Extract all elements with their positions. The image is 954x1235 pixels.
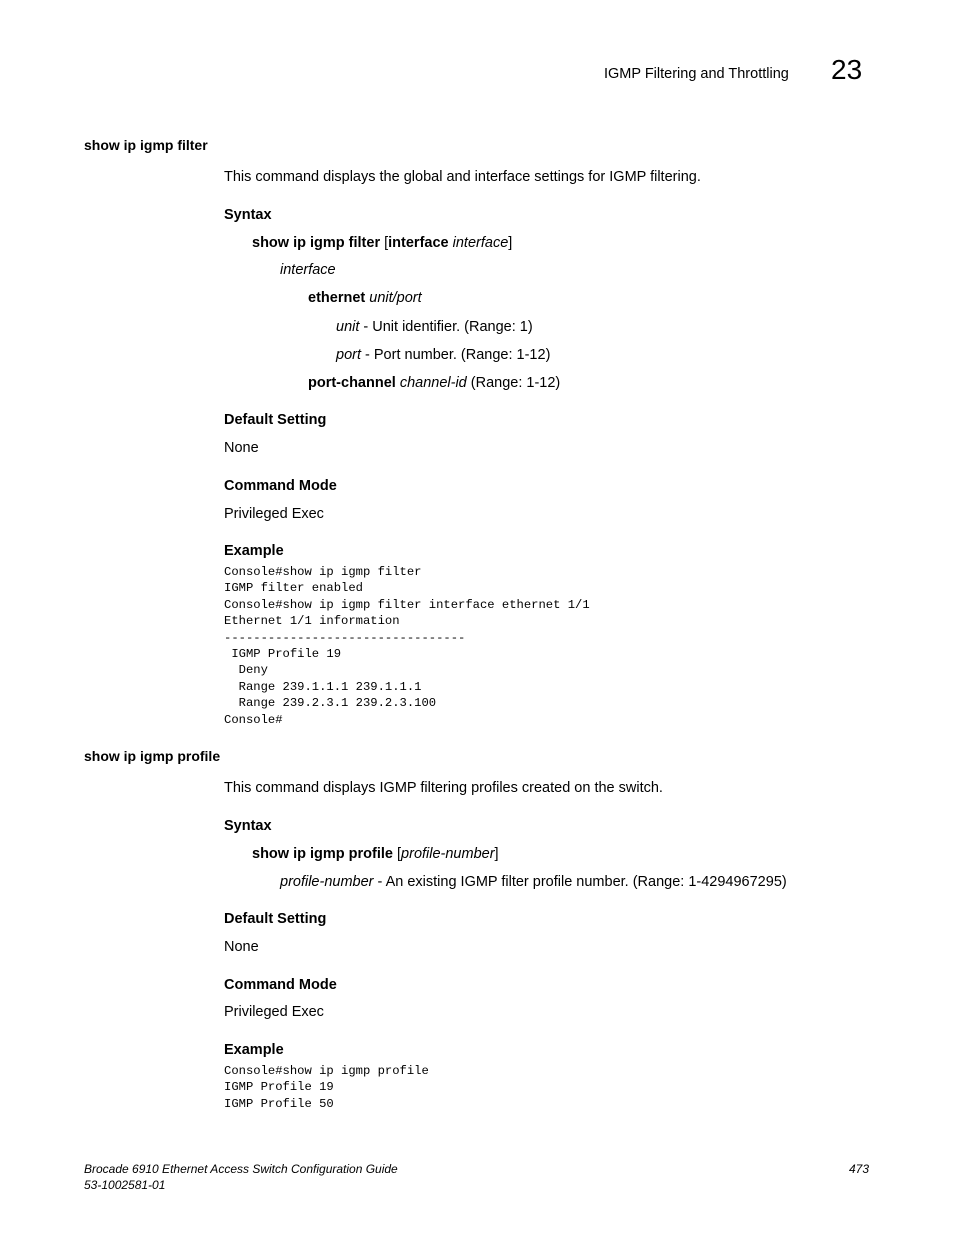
section-title-show-ip-igmp-profile: show ip igmp profile <box>84 748 221 764</box>
unit-arg: unit <box>336 319 360 335</box>
section2-mode-value: Privileged Exec <box>224 1004 324 1020</box>
footer-doc-number: 53-1002581-01 <box>84 1178 166 1192</box>
param-port-channel <box>308 375 560 391</box>
section1-mode-label: Command Mode <box>224 478 337 494</box>
port-channel-arg: channel-id <box>399 375 467 391</box>
syntax-keyword-interface: interface <box>388 235 449 251</box>
syntax-close-bracket: ] <box>508 235 513 251</box>
section2-description: This command displays IGMP filtering profiles created on the switch. <box>224 780 663 796</box>
syntax-open-bracket: [ <box>380 235 389 251</box>
section2-mode-label: Command Mode <box>224 977 337 993</box>
unit-desc: - Unit identifier. (Range: 1) <box>359 319 533 335</box>
syntax2-arg: profile-number <box>401 846 495 862</box>
section1-default-value: None <box>224 440 259 456</box>
param-port <box>336 347 550 363</box>
section2-example-code: Console#show ip igmp profile IGMP Profile 19 IGMP Profile 50 <box>224 1064 429 1111</box>
section1-mode-value: Privileged Exec <box>224 506 324 522</box>
section2-example-label: Example <box>224 1042 284 1058</box>
syntax-command: show ip igmp filter <box>252 235 381 251</box>
syntax-arg-interface: interface <box>452 235 509 251</box>
param-ethernet <box>308 290 422 306</box>
chapter-number: 23 <box>831 54 863 85</box>
syntax2-command: show ip igmp profile <box>252 846 393 862</box>
section2-default-label: Default Setting <box>224 911 327 927</box>
footer-page-number: 473 <box>849 1162 870 1176</box>
section2-default-value: None <box>224 939 259 955</box>
syntax2-open-bracket: [ <box>392 846 402 862</box>
section1-example-label: Example <box>224 543 284 559</box>
syntax2-close-bracket: ] <box>494 846 499 862</box>
section-title-show-ip-igmp-filter: show ip igmp filter <box>84 137 208 153</box>
section2-syntax-label: Syntax <box>224 818 272 834</box>
profile-number-desc: - An existing IGMP filter profile number. (Range: 1-4294967295) <box>373 874 787 890</box>
ethernet-arg: unit/port <box>369 290 422 306</box>
section1-syntax-label: Syntax <box>224 207 272 223</box>
port-arg: port <box>336 347 361 363</box>
port-channel-desc: (Range: 1-12) <box>466 375 561 391</box>
port-channel-keyword: port-channel <box>308 375 396 391</box>
section2-syntax-line <box>252 846 499 862</box>
section1-example-code: Console#show ip igmp filter IGMP filter enabled Console#show ip igmp filter interface ethernet 1/1 Ethernet 1/1 information --------------------------------- IGMP Profile 19 Deny Range 239.1.1.1 239.1.1.1 Range 239.2.3.1 239.2.3.100 Console# <box>224 565 590 727</box>
chapter-title: IGMP Filtering and Throttling <box>604 66 789 82</box>
param-interface: interface <box>280 262 336 278</box>
profile-number-arg: profile-number <box>280 874 374 890</box>
port-desc: - Port number. (Range: 1-12) <box>361 347 551 363</box>
param-unit <box>336 319 533 335</box>
ethernet-keyword: ethernet <box>308 290 366 306</box>
section1-default-label: Default Setting <box>224 412 327 428</box>
section1-description: This command displays the global and interface settings for IGMP filtering. <box>224 169 701 185</box>
section1-syntax-line <box>252 235 512 251</box>
footer-guide-title: Brocade 6910 Ethernet Access Switch Configuration Guide <box>84 1162 398 1176</box>
param-profile-number <box>280 874 787 890</box>
